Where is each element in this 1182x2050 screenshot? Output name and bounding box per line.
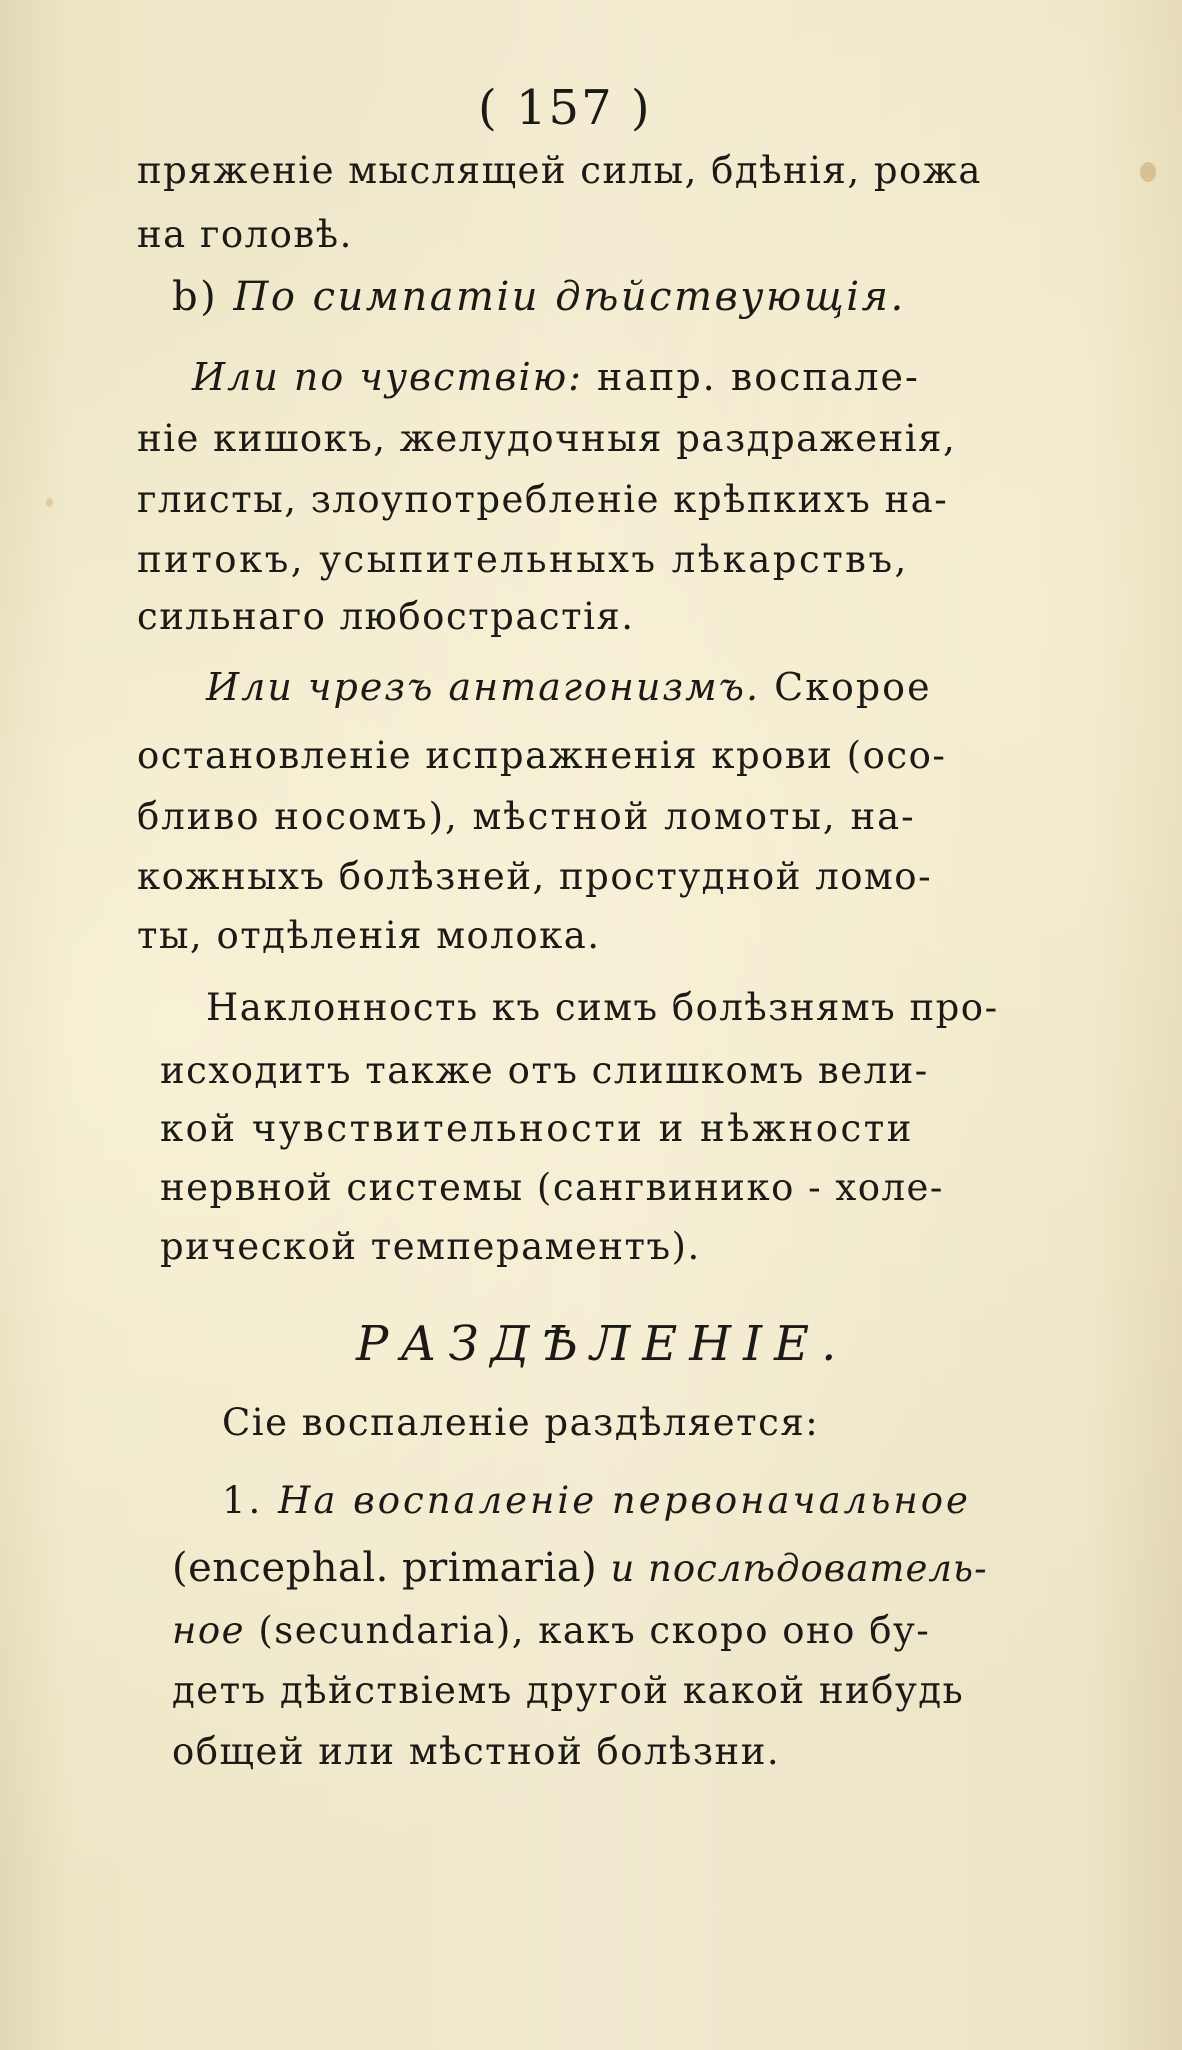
text-line: питокъ, усыпительныхъ лѣкарствъ, — [137, 538, 909, 581]
text-line: общей или мѣстной болѣзни. — [172, 1730, 781, 1773]
text-line: рической темпераментъ). — [160, 1225, 701, 1268]
text-line: ніе кишокъ, желудочныя раздраженія, — [137, 417, 957, 460]
text-line: (encephal. primaria) и послѣдователь- — [172, 1545, 988, 1591]
stain-right — [1140, 162, 1156, 182]
text-line: бливо носомъ), мѣстной ломоты, на- — [137, 795, 916, 838]
stain-left — [46, 498, 53, 507]
text-line: детъ дѣйствіемъ другой какой нибудь — [172, 1669, 965, 1712]
section-heading: РАЗДѢЛЕНІЕ. — [356, 1316, 849, 1372]
text-line: нервной системы (сангвинико - холе- — [160, 1166, 944, 1209]
text-line: ное (secundaria), какъ скоро оно бу- — [172, 1609, 931, 1652]
text-line: b) По симпатіи дѣйствующія. — [172, 274, 906, 320]
text-line: 1. На воспаленіе первоначальное — [222, 1479, 971, 1522]
text-line: Или чрезъ антагонизмъ. Скорое — [206, 665, 932, 709]
text-line: сильнаго любострастія. — [137, 595, 635, 638]
text-line: Сіе воспаленіе раздѣляется: — [222, 1401, 820, 1444]
text-line: Наклонность къ симъ болѣзнямъ про- — [206, 986, 999, 1029]
text-line: глисты, злоупотребленіе крѣпкихъ на- — [137, 478, 949, 521]
page-number: ( 157 ) — [478, 80, 652, 136]
text-line: Или по чувствію: напр. воспале- — [192, 355, 920, 399]
text-line: кой чувствительности и нѣжности — [160, 1107, 914, 1150]
text-line: пряженіе мыслящей силы, бдѣнія, рожа — [137, 149, 982, 192]
text-line: ты, отдѣленія молока. — [137, 914, 601, 957]
text-line: остановленіе испражненія крови (осо- — [137, 734, 947, 777]
text-line: на головѣ. — [137, 213, 353, 256]
text-line: исходитъ также отъ слишкомъ вели- — [160, 1049, 929, 1092]
text-line: кожныхъ болѣзней, простудной ломо- — [137, 855, 933, 898]
